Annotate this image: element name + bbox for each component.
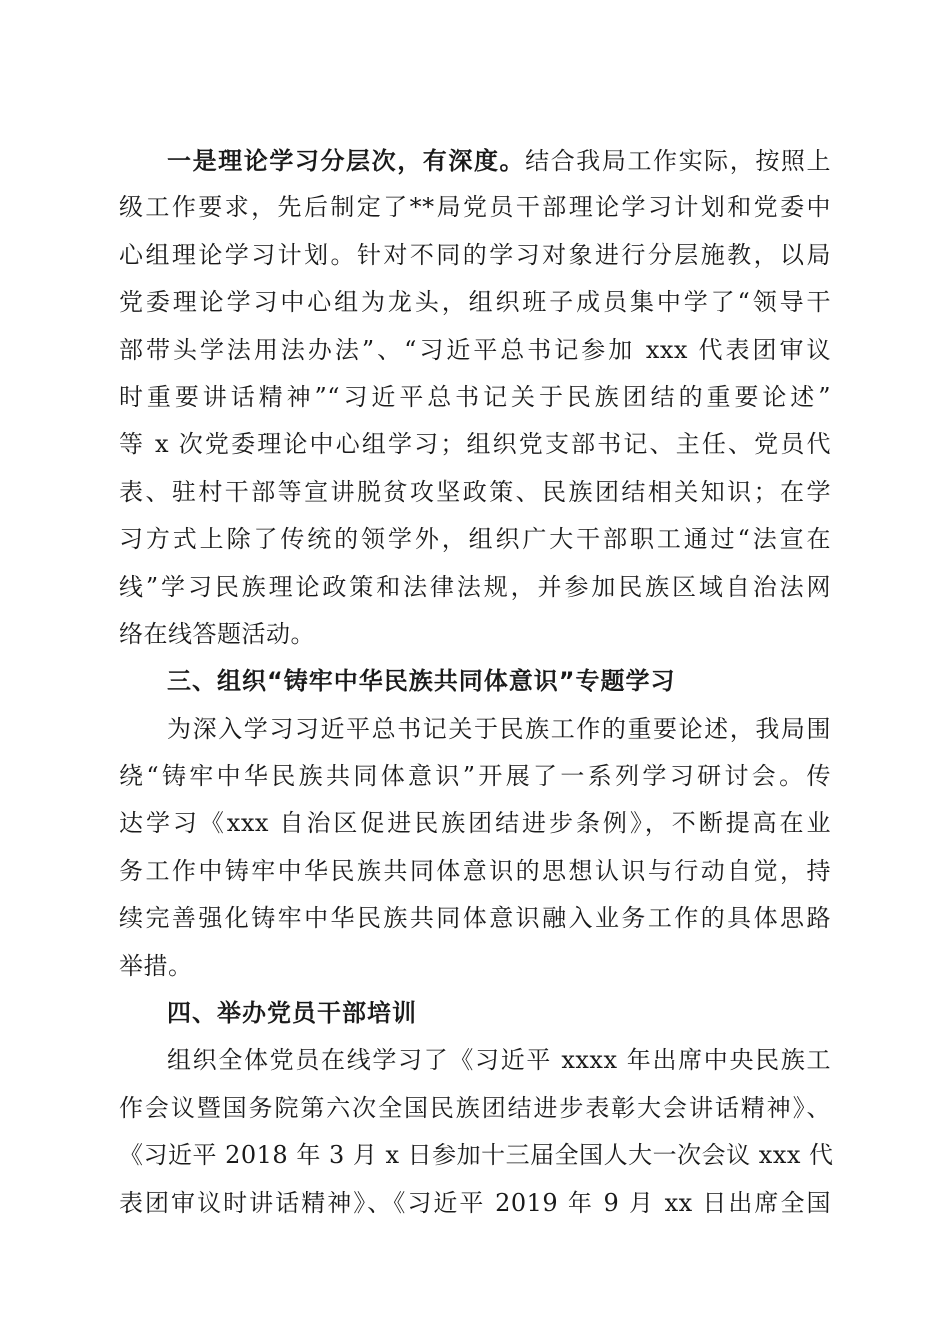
paragraph-line: 表、驻村干部等宣讲脱贫攻坚政策、民族团结相关知识；在学 xyxy=(119,477,831,506)
paragraph-line: 务工作中铸牢中华民族共同体意识的思想认识与行动自觉，持 xyxy=(119,856,831,885)
paragraph-line: 绕“铸牢中华民族共同体意识”开展了一系列学习研讨会。传 xyxy=(119,762,831,791)
paragraph-special-study xyxy=(119,706,831,990)
paragraph-line: 续完善强化铸牢中华民族共同体意识融入业务工作的具体思路 xyxy=(119,904,831,933)
paragraph-training xyxy=(119,1037,834,1227)
section-heading-3: 三、组织“铸牢中华民族共同体意识”专题学习 xyxy=(167,667,676,696)
paragraph-theory-study xyxy=(119,137,831,658)
paragraph-line: 《习近平 2018 年 3 月 x 日参加十三届全国人大一次会议 xxx 代 xyxy=(119,1141,834,1170)
paragraph-line: 一是理论学习分层次，有深度。结合我局工作实际，按照上 xyxy=(167,146,832,175)
paragraph-line: 线”学习民族理论政策和法律法规，并参加民族区域自治法网 xyxy=(119,572,831,601)
paragraph-line: 习方式上除了传统的领学外，组织广大干部职工通过“法宣在 xyxy=(119,525,831,554)
paragraph-line: 举措。 xyxy=(119,951,193,980)
paragraph-line: 达学习《xxx 自治区促进民族团结进步条例》，不断提高在业 xyxy=(119,809,831,838)
paragraph-line: 级工作要求，先后制定了**局党员干部理论学习计划和党委中 xyxy=(119,193,831,222)
paragraph-line: 党委理论学习中心组为龙头，组织班子成员集中学了“领导干 xyxy=(119,288,831,317)
paragraph-line: 为深入学习习近平总书记关于民族工作的重要论述，我局围 xyxy=(167,714,831,743)
paragraph-line: 部带头学法用法办法”、“习近平总书记参加 xxx 代表团审议 xyxy=(119,335,831,364)
paragraph-line: 心组理论学习计划。针对不同的学习对象进行分层施教，以局 xyxy=(119,240,831,269)
paragraph-lead: 一是理论学习分层次，有深度。 xyxy=(167,146,526,175)
document-body xyxy=(119,137,834,1227)
paragraph-line: 等 x 次党委理论中心组学习；组织党支部书记、主任、党员代 xyxy=(119,430,831,459)
paragraph-line: 时重要讲话精神”“习近平总书记关于民族团结的重要论述” xyxy=(119,382,831,411)
paragraph-line: 作会议暨国务院第六次全国民族团结进步表彰大会讲话精神》、 xyxy=(119,1093,831,1122)
paragraph-line: 络在线答题活动。 xyxy=(119,619,315,648)
paragraph-line: 表团审议时讲话精神》、《习近平 2019 年 9 月 xx 日出席全国 xyxy=(119,1188,831,1217)
section-heading-4: 四、举办党员干部培训 xyxy=(167,999,417,1028)
paragraph-line: 组织全体党员在线学习了《习近平 xxxx 年出席中央民族工 xyxy=(167,1046,831,1075)
